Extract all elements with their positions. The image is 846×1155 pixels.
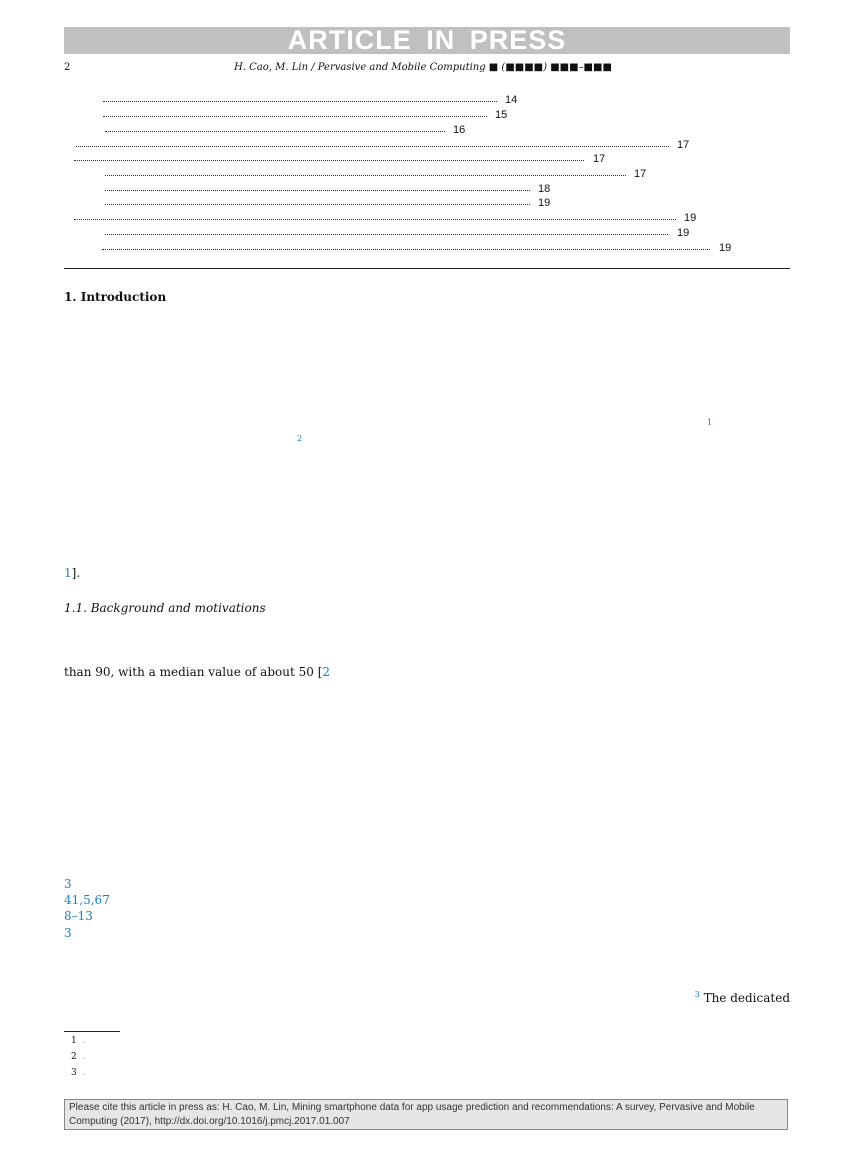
- toc-leader: [105, 189, 530, 191]
- toc-leader: [74, 159, 584, 161]
- toc-leader: [102, 248, 710, 250]
- citation-fragment: [64, 566, 80, 580]
- toc-page-number: 18: [538, 183, 551, 195]
- toc-divider: [64, 268, 790, 269]
- subsection-heading-background: 1.1. Background and motivations: [64, 601, 266, 615]
- text-fragment: ].: [71, 566, 81, 580]
- footnote-text: .: [82, 1070, 85, 1077]
- toc-leader: [76, 145, 669, 147]
- reference-link[interactable]: 1: [64, 566, 72, 580]
- page-number: 2: [64, 62, 71, 73]
- toc-leader: [105, 174, 626, 176]
- reference-link[interactable]: 3: [64, 926, 72, 940]
- toc-page-number: 19: [719, 242, 732, 254]
- citation-line: Please cite this article in press as: H. Cao, M. Lin, Mining smartphone data for app usage prediction and recommendations: A survey, Pervasive and Mobile: [69, 1102, 755, 1113]
- footnote-marker-3[interactable]: 3: [694, 990, 700, 999]
- footnote: [71, 1052, 85, 1062]
- citation-notice: [64, 1099, 788, 1130]
- reference-link[interactable]: 4: [64, 893, 72, 907]
- citation-line[interactable]: Computing (2017), http://dx.doi.org/10.1016/j.pmcj.2017.01.007: [69, 1116, 350, 1127]
- section-heading-introduction: 1. Introduction: [64, 290, 167, 304]
- footnote-marker-2[interactable]: 2: [297, 434, 303, 443]
- toc-leader: [105, 130, 445, 132]
- paragraph-fragment: [64, 665, 330, 679]
- toc-page-number: 19: [538, 197, 551, 209]
- reference-link[interactable]: 8–13: [64, 909, 93, 923]
- footnote-number: 1: [71, 1036, 77, 1046]
- toc-page-number: 17: [677, 139, 690, 151]
- reference-link[interactable]: 2: [322, 665, 331, 679]
- toc-leader: [103, 115, 487, 117]
- footnote-divider: [64, 1031, 120, 1032]
- running-head-journal: H. Cao, M. Lin / Pervasive and Mobile Computing ■ (■■■■) ■■■–■■■: [234, 62, 612, 73]
- text-fragment: than 90, with a median value of about 50 [: [64, 665, 323, 679]
- text-fragment: The dedicated: [699, 991, 790, 1005]
- article-in-press-banner: ARTICLE IN PRESS: [64, 27, 790, 54]
- toc-page-number: 15: [495, 109, 508, 121]
- footnote-text: .: [82, 1038, 85, 1045]
- footnote-number: 3: [71, 1068, 77, 1078]
- paragraph-fragment: [695, 990, 790, 1005]
- reference-link[interactable]: 7: [102, 893, 110, 907]
- toc-page-number: 17: [634, 168, 647, 180]
- reference-link[interactable]: 3: [64, 877, 72, 891]
- toc-page-number: 14: [505, 94, 518, 106]
- footnote: [71, 1068, 85, 1078]
- footnote-text: .: [82, 1054, 85, 1061]
- footnote-marker-1[interactable]: 1: [707, 418, 713, 427]
- reference-group: [64, 893, 110, 907]
- toc-leader: [105, 203, 530, 205]
- toc-page-number: 19: [684, 212, 697, 224]
- toc-page-number: 19: [677, 227, 690, 239]
- footnote-number: 2: [71, 1052, 77, 1062]
- footnote: [71, 1036, 85, 1046]
- toc-leader: [105, 233, 668, 235]
- toc-page-number: 17: [593, 153, 606, 165]
- toc-leader: [74, 218, 676, 220]
- reference-link[interactable]: 1,5,6: [71, 893, 103, 907]
- toc-leader: [103, 100, 497, 102]
- toc-page-number: 16: [453, 124, 466, 136]
